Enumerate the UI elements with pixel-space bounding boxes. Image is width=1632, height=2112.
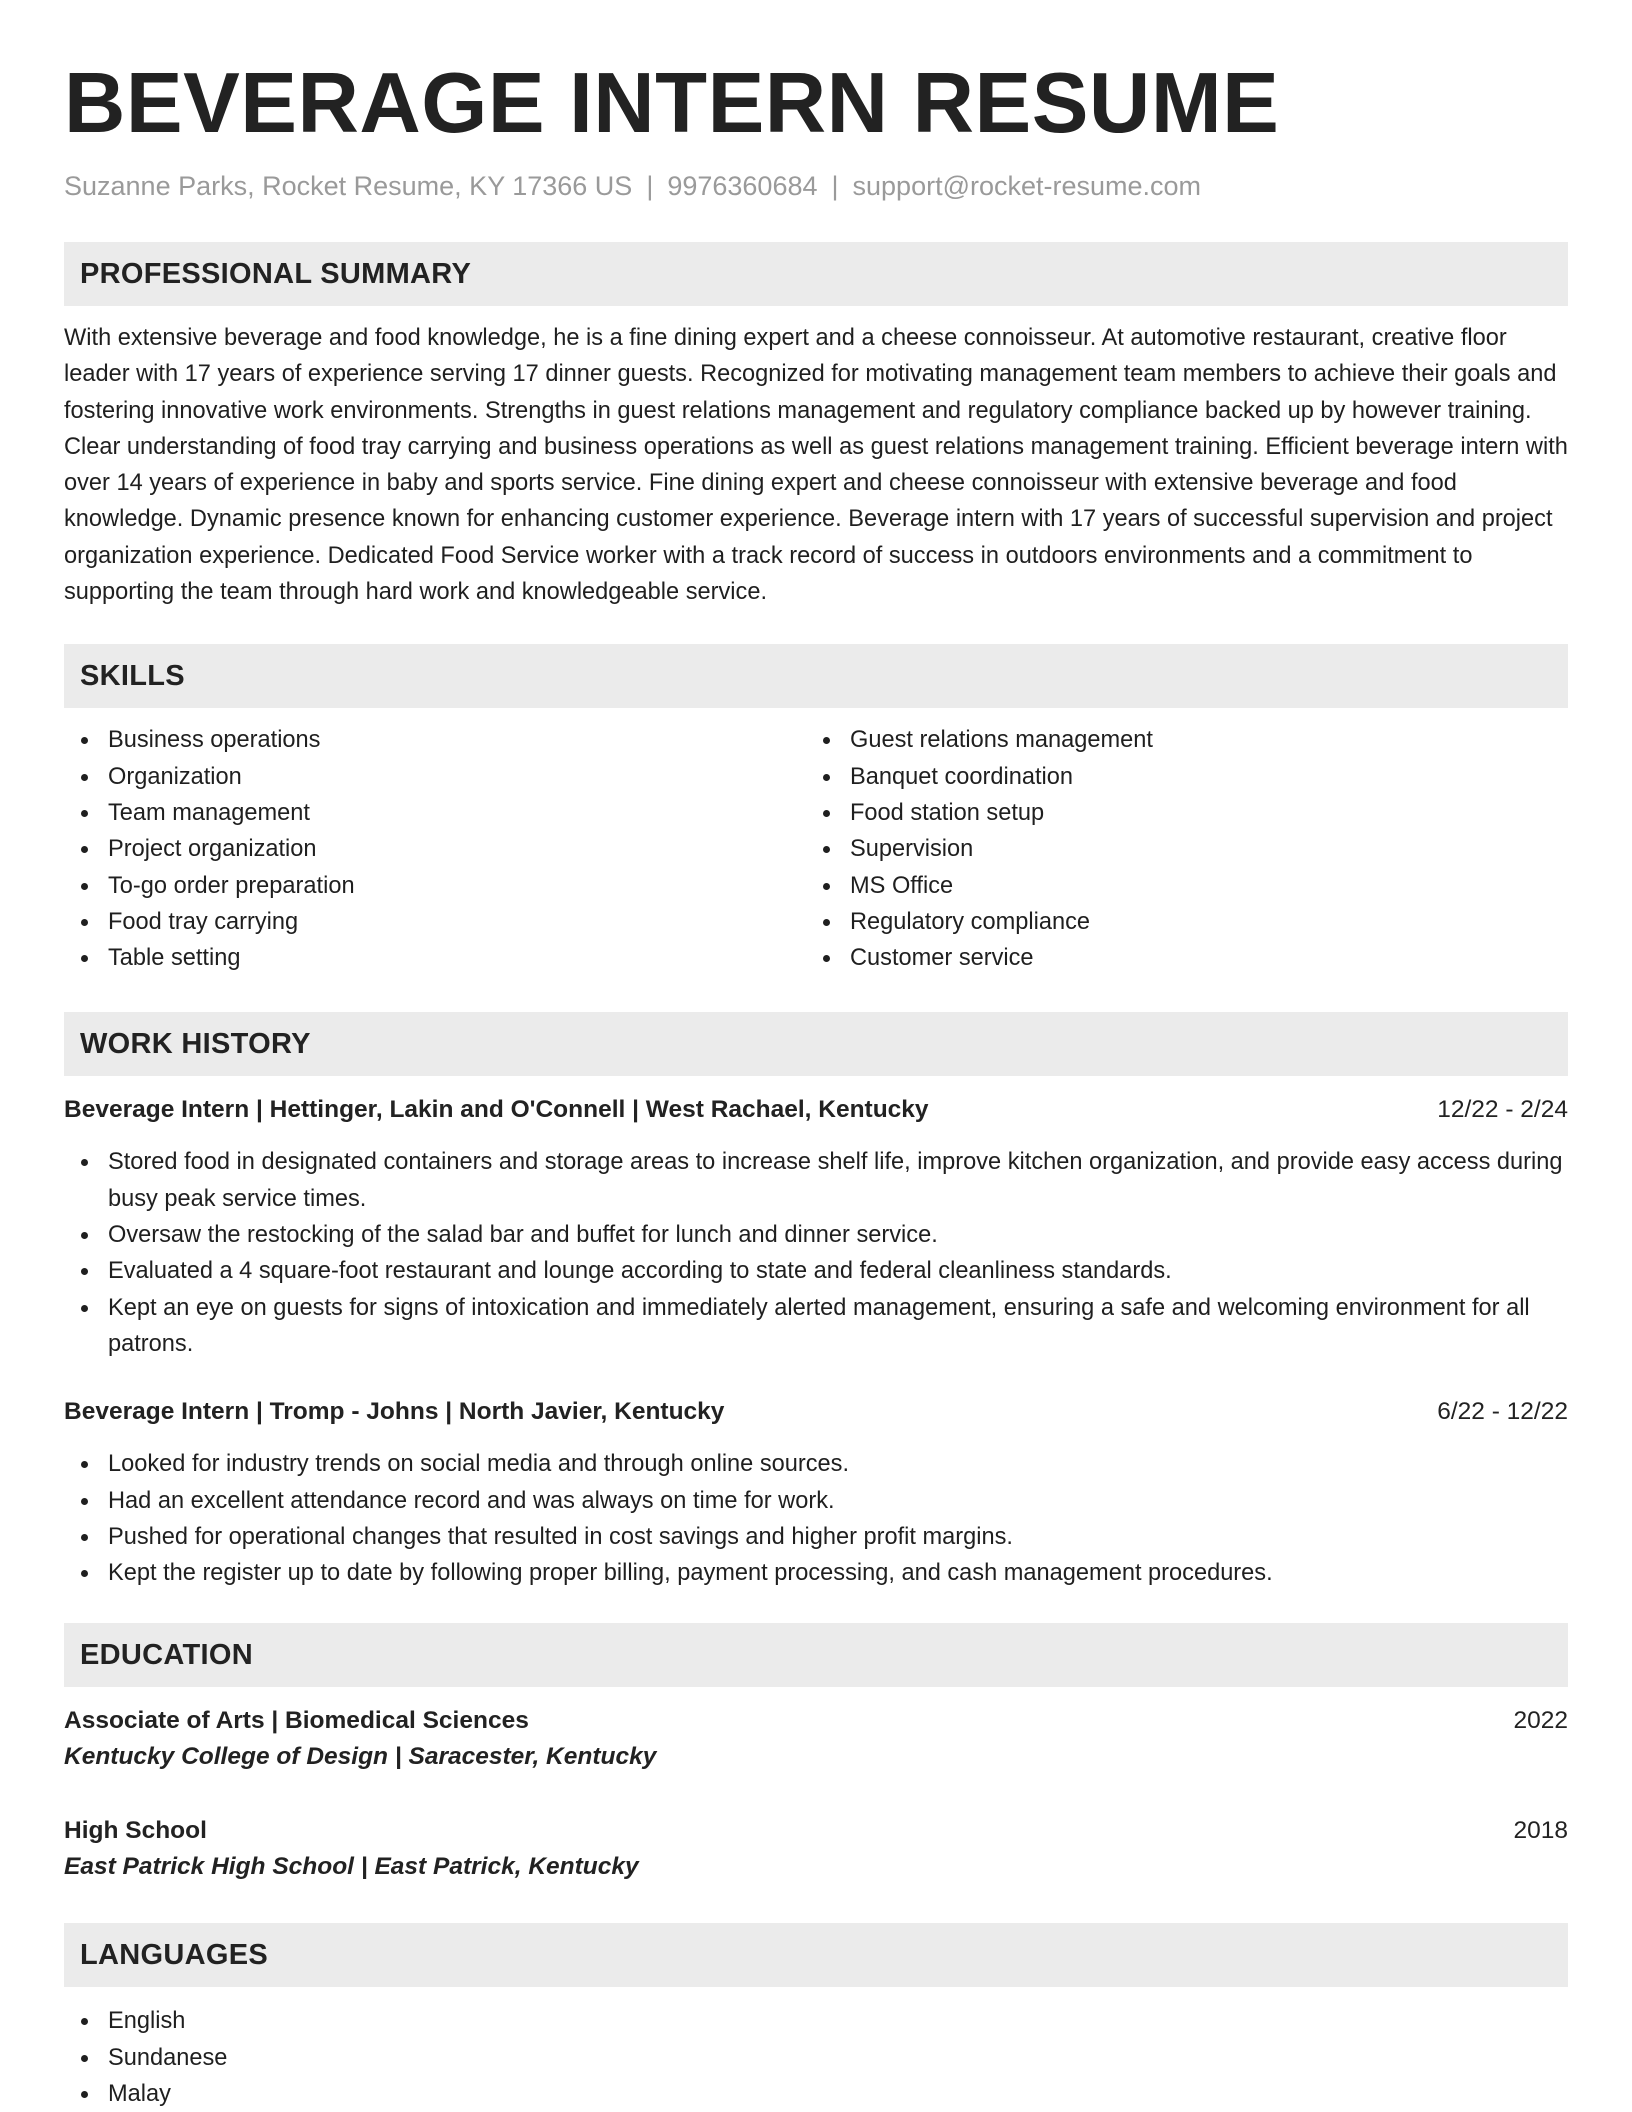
section-header-education: EDUCATION bbox=[64, 1623, 1568, 1687]
contact-phone: 9976360684 bbox=[667, 171, 818, 201]
education-degree: Associate of Arts | Biomedical Sciences bbox=[64, 1707, 529, 1735]
education-header bbox=[64, 1703, 1568, 1739]
contact-separator: | bbox=[646, 171, 654, 201]
skills-column-left bbox=[64, 722, 806, 976]
contact-separator: | bbox=[831, 171, 839, 201]
job-entry bbox=[64, 1394, 1568, 1591]
job-duty-item: Looked for industry trends on social media and through online sources. bbox=[64, 1446, 1568, 1482]
skill-item: Organization bbox=[64, 759, 806, 795]
job-duty-item: Kept the register up to date by following proper billing, payment processing, and cash management procedures. bbox=[64, 1555, 1568, 1591]
job-duty-item: Stored food in designated containers and storage areas to increase shelf life, improve kitchen organization, and provide easy access during busy peak service times. bbox=[64, 1144, 1568, 1217]
education-header bbox=[64, 1813, 1568, 1849]
languages-list bbox=[64, 2003, 1568, 2112]
job-duty-item: Had an excellent attendance record and was always on time for work. bbox=[64, 1483, 1568, 1519]
job-duties-list bbox=[64, 1446, 1568, 1591]
education-entry bbox=[64, 1703, 1568, 1775]
summary-text: With extensive beverage and food knowledge, he is a fine dining expert and a cheese connoisseur. At automotive restaurant, creative floor leader with 17 years of experience serving 17 dinner guests. Recognized for motivating management team members to achieve their goals and fostering innovative work environments. Strengths in guest relations management and regulatory compliance backed up by however training. Clear understanding of food tray carrying and business operations as well as guest relations management training. Efficient beverage intern with over 14 years of experience in baby and sports service. Fine dining expert and cheese connoisseur with extensive beverage and food knowledge. Dynamic presence known for enhancing customer experience. Beverage intern with 17 years of successful supervision and project organization experience. Dedicated Food Service worker with a track record of success in outdoors environments and a commitment to supporting the team through hard work and knowledgeable service. bbox=[64, 325, 1568, 606]
job-duty-item: Kept an eye on guests for signs of intoxication and immediately alerted management, ensuring a safe and welcoming environment for all patrons. bbox=[64, 1290, 1568, 1363]
resume-page bbox=[64, 0, 1568, 2112]
job-title: Beverage Intern | Tromp - Johns | North Javier, Kentucky bbox=[64, 1398, 725, 1426]
section-header-summary: PROFESSIONAL SUMMARY bbox=[64, 242, 1568, 306]
skill-item: Customer service bbox=[806, 940, 1548, 976]
job-duty-item: Pushed for operational changes that resulted in cost savings and higher profit margins. bbox=[64, 1519, 1568, 1555]
skill-item: Banquet coordination bbox=[806, 759, 1548, 795]
skill-item: Business operations bbox=[64, 722, 806, 758]
job-duties-list bbox=[64, 1144, 1568, 1362]
education-degree: High School bbox=[64, 1817, 207, 1845]
contact-email: support@rocket-resume.com bbox=[852, 171, 1202, 201]
skills-list bbox=[64, 722, 1568, 976]
job-title: Beverage Intern | Hettinger, Lakin and O'Connell | West Rachael, Kentucky bbox=[64, 1096, 929, 1124]
job-header bbox=[64, 1092, 1568, 1128]
contact-line bbox=[64, 168, 1568, 204]
skill-item: MS Office bbox=[806, 868, 1548, 904]
skill-item: To-go order preparation bbox=[64, 868, 806, 904]
section-header-work-history: WORK HISTORY bbox=[64, 1012, 1568, 1076]
job-entry bbox=[64, 1092, 1568, 1362]
skill-item: Team management bbox=[64, 795, 806, 831]
section-header-languages: LANGUAGES bbox=[64, 1923, 1568, 1987]
contact-address: Suzanne Parks, Rocket Resume, KY 17366 US bbox=[64, 171, 633, 201]
education-school: Kentucky College of Design | Saracester, Kentucky bbox=[64, 1743, 657, 1771]
skill-item: Project organization bbox=[64, 831, 806, 867]
job-dates: 6/22 - 12/22 bbox=[1437, 1398, 1568, 1426]
skill-item: Supervision bbox=[806, 831, 1548, 867]
skill-item: Food station setup bbox=[806, 795, 1548, 831]
job-header bbox=[64, 1394, 1568, 1430]
skills-column-right bbox=[806, 722, 1548, 976]
language-item: English bbox=[64, 2003, 1568, 2039]
language-item: Sundanese bbox=[64, 2040, 1568, 2076]
skill-item: Table setting bbox=[64, 940, 806, 976]
skill-item: Food tray carrying bbox=[64, 904, 806, 940]
education-year: 2022 bbox=[1513, 1707, 1568, 1735]
skill-item: Guest relations management bbox=[806, 722, 1548, 758]
section-header-skills: SKILLS bbox=[64, 644, 1568, 708]
job-dates: 12/22 - 2/24 bbox=[1437, 1096, 1568, 1124]
resume-title: BEVERAGE INTERN RESUME bbox=[64, 56, 1280, 151]
education-entry bbox=[64, 1813, 1568, 1885]
education-year: 2018 bbox=[1513, 1817, 1568, 1845]
job-duty-item: Evaluated a 4 square-foot restaurant and lounge according to state and federal cleanliness standards. bbox=[64, 1253, 1568, 1289]
education-school: East Patrick High School | East Patrick, Kentucky bbox=[64, 1853, 639, 1881]
job-duty-item: Oversaw the restocking of the salad bar and buffet for lunch and dinner service. bbox=[64, 1217, 1568, 1253]
skill-item: Regulatory compliance bbox=[806, 904, 1548, 940]
language-item: Malay bbox=[64, 2076, 1568, 2112]
